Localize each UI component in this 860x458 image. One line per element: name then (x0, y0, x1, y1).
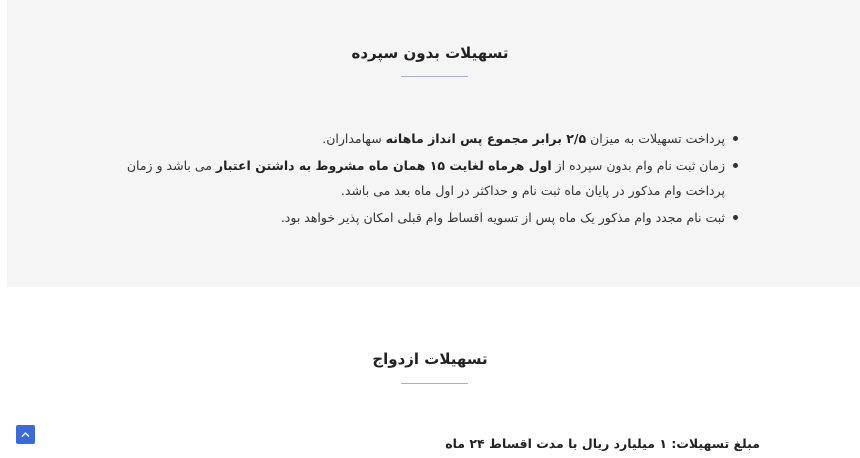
no-deposit-title-divider (401, 76, 468, 77)
list-item-text: زمان ثبت نام وام بدون سپرده از (551, 158, 725, 173)
chevron-up-icon (20, 429, 31, 440)
list-item (110, 126, 740, 151)
marriage-title: تسهیلات ازدواج (372, 350, 488, 368)
list-item-text: سهامداران. (322, 131, 386, 146)
list-item-text: ثبت نام مجدد وام مذکور یک ماه پس از تسویه اقساط وام قبلی امکان پذیر خواهد بود. (280, 210, 725, 225)
marriage-title-divider (401, 383, 468, 384)
no-deposit-list (110, 126, 740, 232)
list-item-text: می باشد و زمان پرداخت وام مذکور در پایان ماه ثبت نام و حداکثر در اول ماه بعد می باشد. (126, 158, 725, 198)
list-item-bold-text: اول هرماه لغایت ۱۵ همان ماه مشروط به داشتن اعتبار (215, 158, 552, 173)
list-item (110, 153, 740, 203)
scroll-to-top-button[interactable] (16, 425, 35, 444)
marriage-amount-text: مبلغ تسهیلات: ۱ میلیارد ریال با مدت اقساط ۲۴ ماه (445, 436, 760, 451)
list-item (110, 205, 740, 230)
no-deposit-title: تسهیلات بدون سپرده (351, 44, 509, 62)
list-item-text: پرداخت تسهیلات به میزان (586, 131, 725, 146)
list-item-bold-text: ۲/۵ برابر مجموع پس انداز ماهانه (385, 131, 587, 146)
